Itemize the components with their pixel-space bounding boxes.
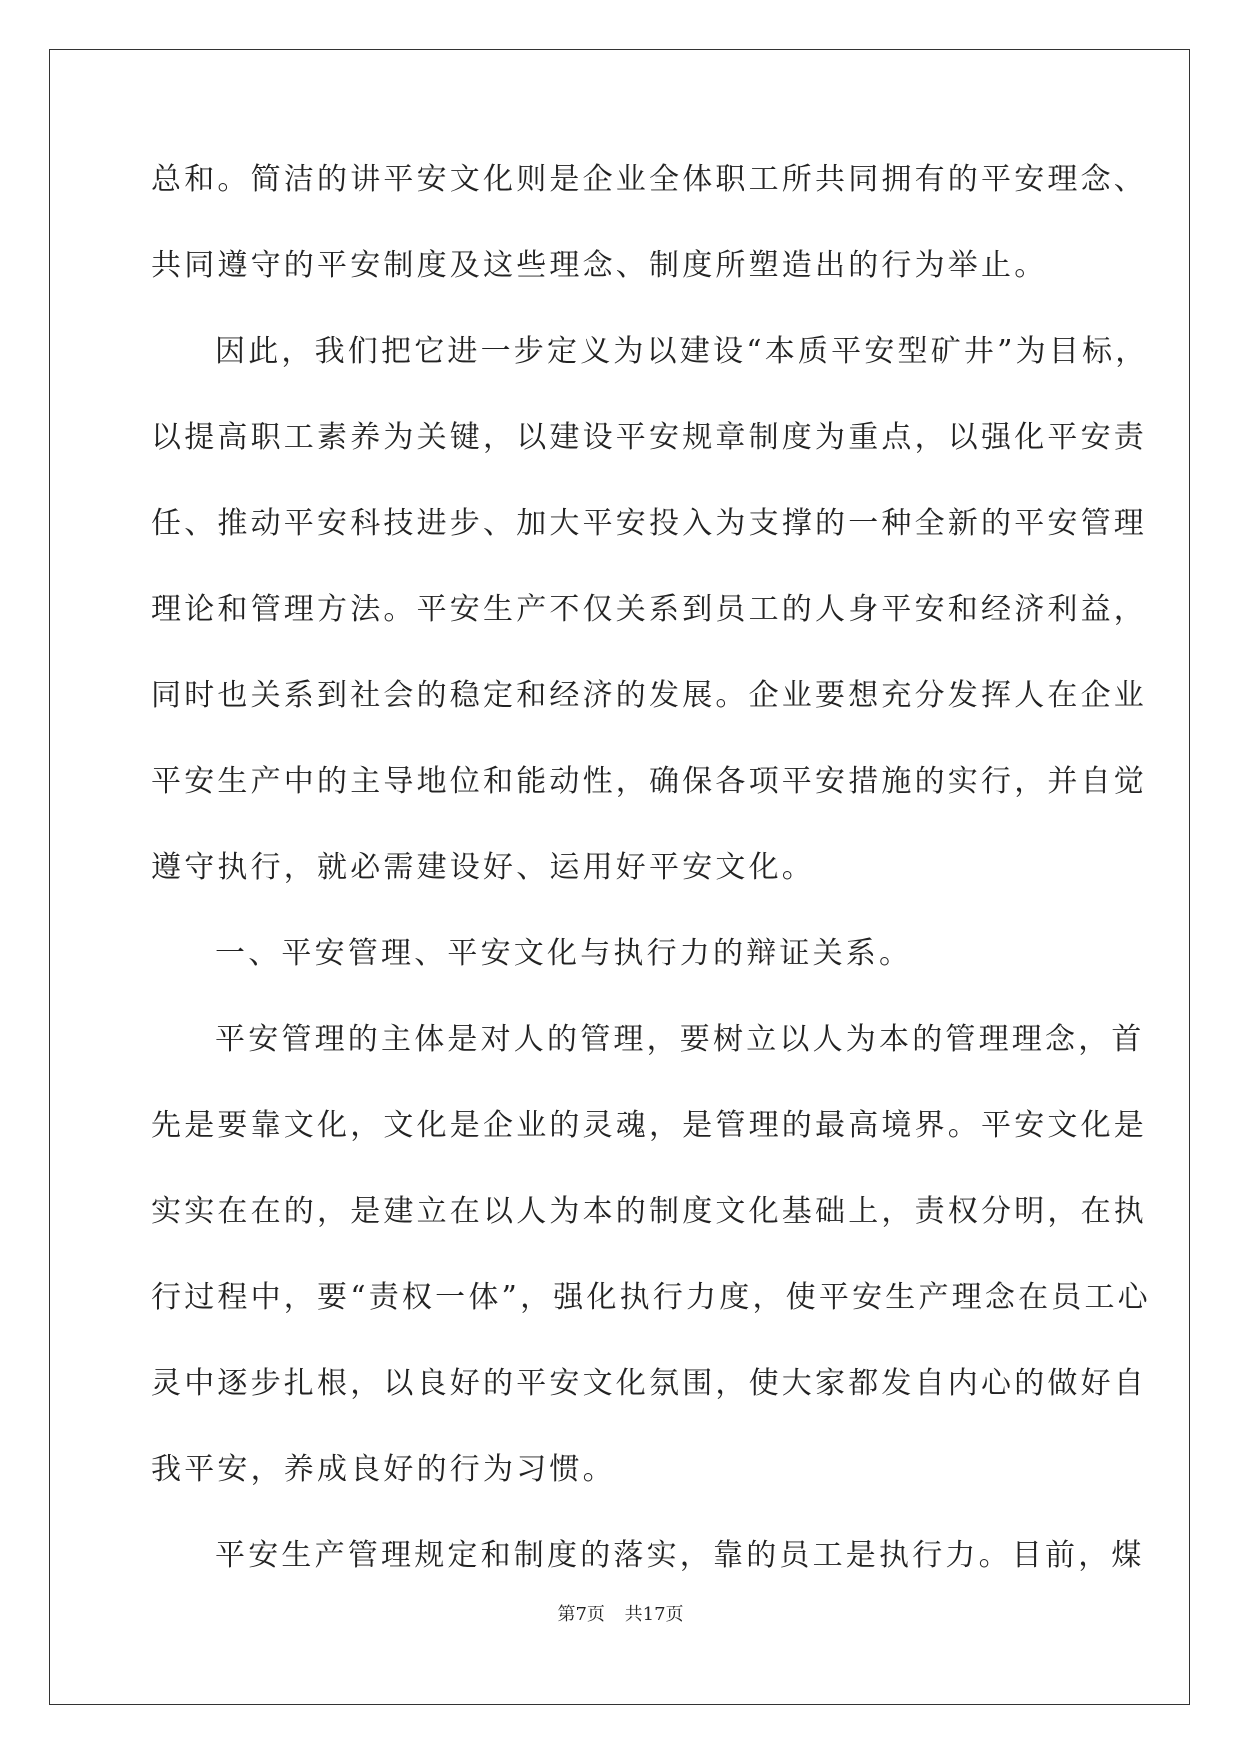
body-line: 灵中逐步扎根，以良好的平安文化氛围，使大家都发自内心的做好自 <box>151 1366 1147 1401</box>
body-line: 理论和管理方法。平安生产不仅关系到员工的人身平安和经济利益， <box>151 592 1147 627</box>
page-number-footer: 第7页 共17页 <box>557 1604 684 1625</box>
body-line: 实实在在的，是建立在以人为本的制度文化基础上，责权分明，在执 <box>151 1194 1147 1229</box>
paragraph-start-line: 因此，我们把它进一步定义为以建设“本质平安型矿井”为目标， <box>215 334 1149 369</box>
section-heading: 一、平安管理、平安文化与执行力的辩证关系。 <box>215 936 913 971</box>
body-line: 共同遵守的平安制度及这些理念、制度所塑造出的行为举止。 <box>151 248 1048 283</box>
body-line: 行过程中，要“责权一体”，强化执行力度，使平安生产理念在员工心 <box>151 1280 1151 1315</box>
paragraph-start-line: 平安管理的主体是对人的管理，要树立以人为本的管理理念，首 <box>215 1022 1145 1057</box>
body-line: 先是要靠文化，文化是企业的灵魂，是管理的最高境界。平安文化是 <box>151 1108 1147 1143</box>
body-line: 平安生产中的主导地位和能动性，确保各项平安措施的实行，并自觉 <box>151 764 1147 799</box>
body-line: 总和。简洁的讲平安文化则是企业全体职工所共同拥有的平安理念、 <box>151 162 1147 197</box>
body-line: 同时也关系到社会的稳定和经济的发展。企业要想充分发挥人在企业 <box>151 678 1147 713</box>
paragraph-start-line: 平安生产管理规定和制度的落实，靠的员工是执行力。目前，煤 <box>215 1538 1145 1573</box>
body-line: 以提高职工素养为关键，以建设平安规章制度为重点，以强化平安责 <box>151 420 1147 455</box>
body-line: 遵守执行，就必需建设好、运用好平安文化。 <box>151 850 815 885</box>
body-line: 任、推动平安科技进步、加大平安投入为支撑的一种全新的平安管理 <box>151 506 1147 541</box>
document-body <box>151 155 1151 1617</box>
body-line: 我平安，养成良好的行为习惯。 <box>151 1452 616 1487</box>
